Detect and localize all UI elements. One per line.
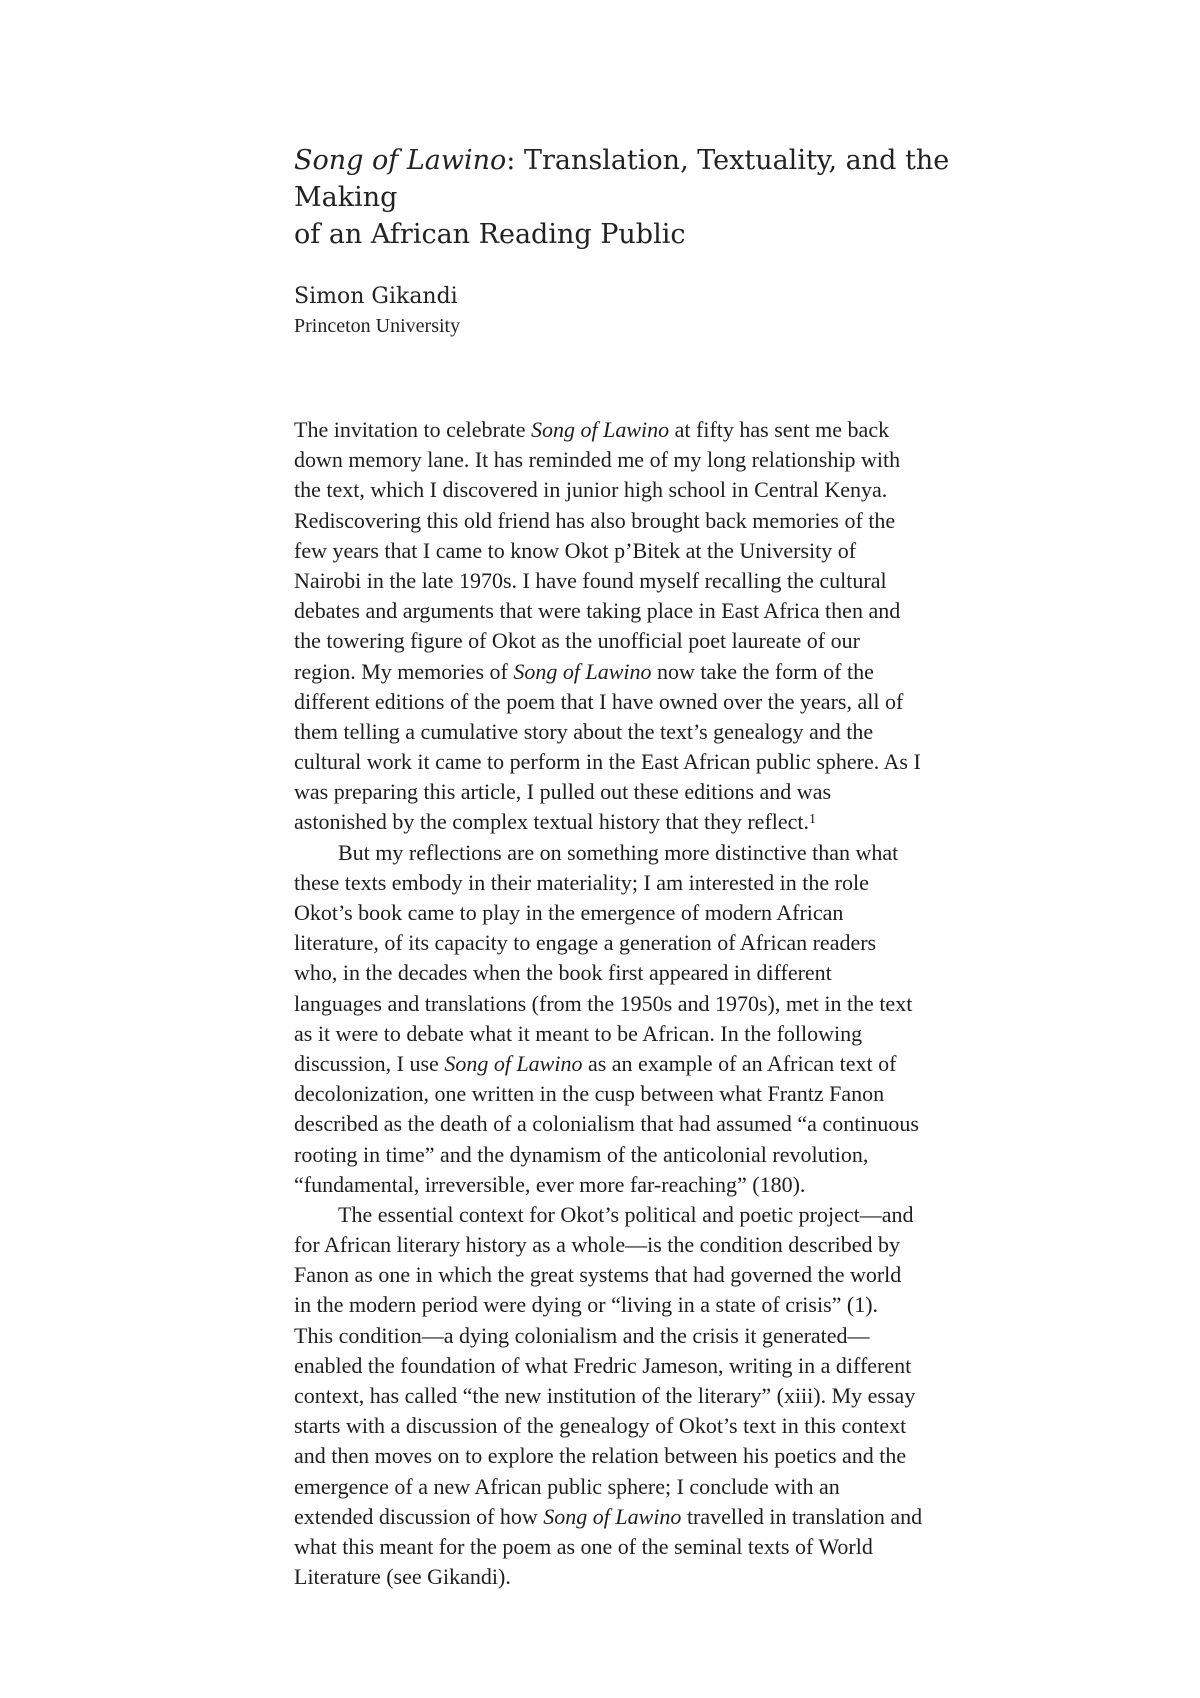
text-run: But my reflections are on something more distinctive than what [338,839,899,865]
text-line [294,928,994,958]
text-run: debates and arguments that were taking place in East Africa then and [294,598,901,624]
text-run: This condition—a dying colonialism and the crisis it generated— [294,1322,870,1348]
text-line [294,747,994,777]
text-line [294,1321,994,1351]
text-run: Okot’s book came to play in the emergence of modern African [294,900,844,925]
text-run: as it were to debate what it meant to be African. In the following [294,1020,863,1046]
text-run: them telling a cumulative story about the text’s genealogy and the [294,718,874,744]
text-line [294,807,994,837]
text-line [294,717,994,747]
text-run: was preparing this article, I pulled out these editions and was [294,779,832,805]
text-line [294,415,994,445]
text-run: for African literary history as a whole—is the condition described by [294,1232,901,1258]
text-line [294,506,994,536]
text-run: different editions of the poem that I have owned over the years, all of [294,688,904,714]
text-line [294,898,994,928]
italic-title: Song of Lawino [513,658,652,684]
text-line [294,657,994,687]
text-line [294,777,994,807]
text-run: Rediscovering this old friend has also brought back memories of the [294,507,896,533]
text-line [294,1170,994,1200]
body-paragraph-1 [294,415,994,838]
text-line [294,687,994,717]
title-line-2: of an African Reading Public [294,219,686,250]
text-line [294,626,994,656]
text-line [294,1019,994,1049]
text-run: now take the form of the [651,658,874,684]
article-body [294,415,994,1592]
text-run: and then moves on to explore the relation between his poetics and the [294,1443,907,1469]
text-run: starts with a discussion of the genealogy of Okot’s text in this context [294,1413,907,1439]
text-run: languages and translations (from the 1950s and 1970s), met in the text [294,990,913,1016]
text-line [294,1381,994,1411]
text-line [294,1502,994,1532]
author-affiliation: Princeton University [294,315,461,337]
text-line [294,868,994,898]
text-run: “fundamental, irreversible, ever more far-reaching” (180). [294,1171,806,1197]
text-run: as an example of an African text of [582,1050,897,1076]
text-run: enabled the foundation of what Fredric Jameson, writing in a different [294,1352,912,1378]
article-page [294,142,994,1592]
text-line [294,1290,994,1320]
text-run: who, in the decades when the book first appeared in different [294,960,832,986]
text-run: rooting in time” and the dynamism of the anticolonial revolution, [294,1141,869,1167]
text-line [294,1532,994,1562]
text-line [294,536,994,566]
text-run: region. My memories of [294,658,514,684]
text-run: The essential context for Okot’s political and poetic project—and [338,1201,914,1227]
text-run: literature, of its capacity to engage a generation of African readers [294,930,877,956]
title-italic-work: Song of Lawino [294,145,507,176]
text-line [294,958,994,988]
italic-title: Song of Lawino [543,1503,682,1529]
text-run: these texts embody in their materiality; I am interested in the role [294,869,869,895]
text-line [294,1140,994,1170]
text-line [294,475,994,505]
text-line [294,596,994,626]
italic-title: Song of Lawino [444,1050,583,1076]
text-run: extended discussion of how [294,1503,544,1529]
text-line [294,1411,994,1441]
text-run: The invitation to celebrate [294,417,532,442]
text-run: Fanon as one in which the great systems that had governed the world [294,1262,902,1288]
text-run: astonished by the complex textual history that they reflect. [294,809,810,835]
text-line [294,566,994,596]
text-run: the text, which I discovered in junior high school in Central Kenya. [294,477,888,503]
text-run: what this meant for the poem as one of the seminal texts of World [294,1533,873,1559]
text-line [294,1441,994,1471]
text-run: discussion, I use [294,1050,445,1076]
text-line [294,1260,994,1290]
text-line [294,1472,994,1502]
text-run: down memory lane. It has reminded me of my long relationship with [294,447,901,473]
text-line [294,838,994,868]
body-paragraph-3 [294,1200,994,1592]
body-paragraph-2 [294,838,994,1200]
text-run: travelled in translation and [681,1503,923,1529]
text-line [294,445,994,475]
author-name: Simon Gikandi [294,284,458,309]
text-run: at fifty has sent me back [669,417,890,442]
text-run: context, has called “the new institution of the literary” (xiii). My essay [294,1383,916,1408]
text-run: cultural work it came to perform in the East African public sphere. As I [294,749,921,775]
text-run: Literature (see Gikandi). [294,1564,511,1590]
text-run: in the modern period were dying or “living in a state of crisis” (1). [294,1292,879,1318]
text-run: few years that I came to know Okot p’Bitek at the University of [294,537,857,563]
text-line [294,989,994,1019]
text-line [294,1049,994,1079]
title-line-1-rest: : Translation, Textuality, and the Making [294,145,950,213]
article-title [294,142,994,253]
text-run: emergence of a new African public sphere; I conclude with an [294,1473,840,1499]
text-line [294,1562,994,1592]
text-line [294,1230,994,1260]
text-run: described as the death of a colonialism that had assumed “a continuous [294,1111,919,1137]
text-run: Nairobi in the late 1970s. I have found myself recalling the cultural [294,567,887,593]
text-line [294,1109,994,1139]
italic-title: Song of Lawino [531,417,670,442]
text-line [294,1200,994,1230]
footnote-marker: 1 [809,812,817,828]
text-line [294,1351,994,1381]
text-run: decolonization, one written in the cusp between what Frantz Fanon [294,1081,885,1107]
text-run: the towering figure of Okot as the unofficial poet laureate of our [294,628,860,654]
text-line [294,1079,994,1109]
